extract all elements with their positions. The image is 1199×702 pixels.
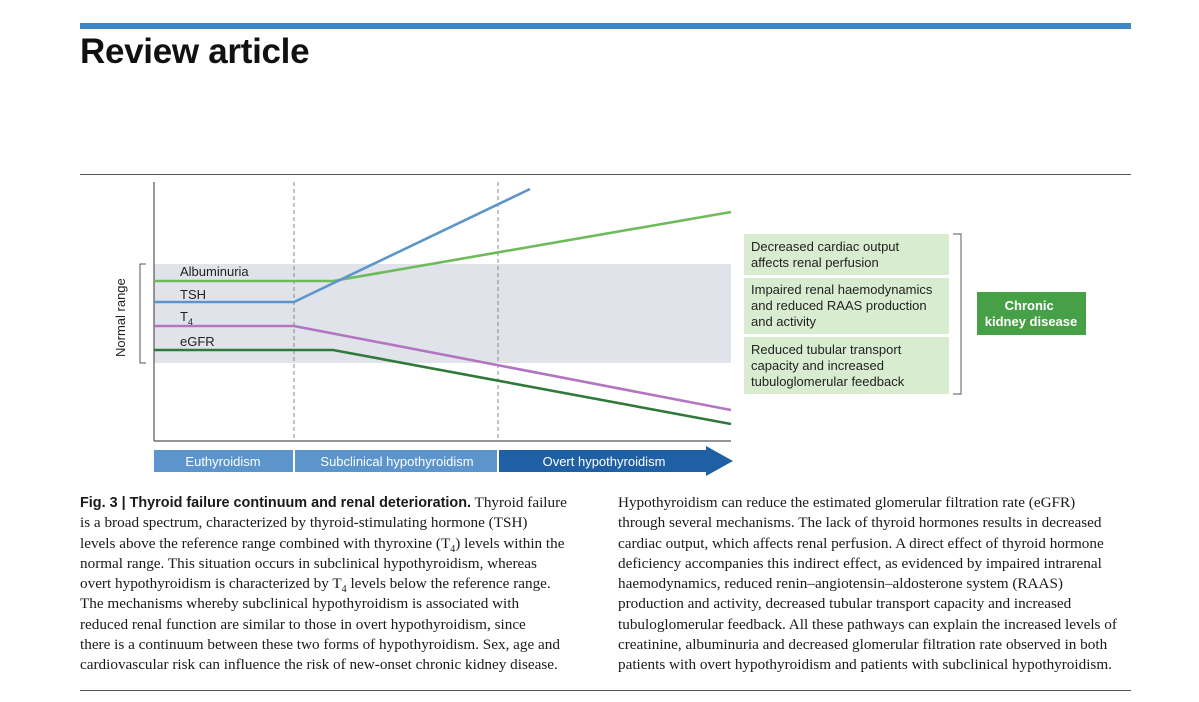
body-line: patients with overt hypothyroidism and patients with subclinical hypothyroidism. bbox=[618, 656, 1112, 674]
body-line: creatinine, albuminuria and decreased glomerular filtration rate observed in both bbox=[618, 636, 1108, 654]
caption-label: Fig. 3 | Thyroid failure continuum and renal deterioration. bbox=[80, 495, 472, 511]
caption-line: overt hypothyroidism is characterized by T bbox=[80, 575, 342, 593]
caption-line: cardiovascular risk can influence the risk of new-onset chronic kidney disease. bbox=[80, 656, 558, 674]
caption-line: levels above the reference range combined with thyroxine (T bbox=[80, 534, 451, 552]
mechanism-text-tubular: Reduced tubular transport capacity and increased tubuloglomerular feedback bbox=[751, 342, 905, 389]
body-line: Hypothyroidism can reduce the estimated glomerular filtration rate (eGFR) bbox=[618, 494, 1076, 511]
t4-label-sub: 4 bbox=[187, 317, 193, 327]
caption-line: normal range. This situation occurs in subclinical hypothyroidism, whereas bbox=[80, 554, 537, 572]
stage-label-overt: Overt hypothyroidism bbox=[542, 454, 666, 469]
caption-line: levels below the reference range. bbox=[346, 575, 551, 593]
page-title: Review article bbox=[80, 32, 310, 71]
body-paragraph bbox=[618, 493, 1133, 676]
body-line: tubuloglomerular feedback. All these pathways can explain the increased levels of bbox=[618, 615, 1117, 633]
albuminuria-label: Albuminuria bbox=[180, 264, 249, 279]
stage-label-subclinical: Subclinical hypothyroidism bbox=[320, 454, 474, 469]
egfr-label: eGFR bbox=[180, 334, 215, 349]
caption-subscript: 4 bbox=[450, 543, 456, 555]
body-line: production and activity, decreased tubular transport capacity and increased bbox=[618, 595, 1072, 613]
figure-caption bbox=[80, 493, 573, 676]
caption-line: is a broad spectrum, characterized by thyroid-stimulating hormone (TSH) bbox=[80, 514, 528, 532]
bottom-rule bbox=[80, 690, 1131, 691]
caption-line: reduced renal function are similar to those in overt hypothyroidism, since bbox=[80, 615, 526, 633]
caption-line: there is a continuum between these two forms of hypothyroidism. Sex, age and bbox=[80, 636, 560, 654]
tsh-label: TSH bbox=[180, 287, 206, 302]
caption-line: Thyroid failure bbox=[471, 494, 567, 511]
outcome-text: Chronic kidney disease bbox=[984, 298, 1078, 329]
caption-subscript: 4 bbox=[341, 584, 347, 596]
caption-line: The mechanisms whereby subclinical hypothyroidism is associated with bbox=[80, 595, 520, 613]
mechanism-text-haemodynamics: Impaired renal haemodynamics and reduced RAAS production and activity bbox=[751, 282, 933, 329]
caption-line: ) levels within the bbox=[455, 534, 565, 552]
mechanism-text-cardiac: Decreased cardiac output affects renal perfusion bbox=[751, 239, 900, 270]
t4-label-main: T bbox=[180, 309, 188, 324]
body-line: through several mechanisms. The lack of thyroid hormones results in decreased bbox=[618, 514, 1102, 532]
stage-label-euthyroidism: Euthyroidism bbox=[185, 454, 261, 469]
normal-range-label: Normal range bbox=[113, 278, 128, 357]
body-line: deficiency accompanies this indirect effect, as evidenced by impaired intrarenal bbox=[618, 554, 1102, 572]
body-line: cardiac output, which affects renal perfusion. A direct effect of thyroid hormone bbox=[618, 534, 1104, 552]
mechanism-bracket bbox=[953, 234, 961, 394]
normal-range-bracket bbox=[140, 264, 146, 363]
body-line: haemodynamics, reduced renin–angiotensin–aldosterone system (RAAS) bbox=[618, 575, 1063, 593]
